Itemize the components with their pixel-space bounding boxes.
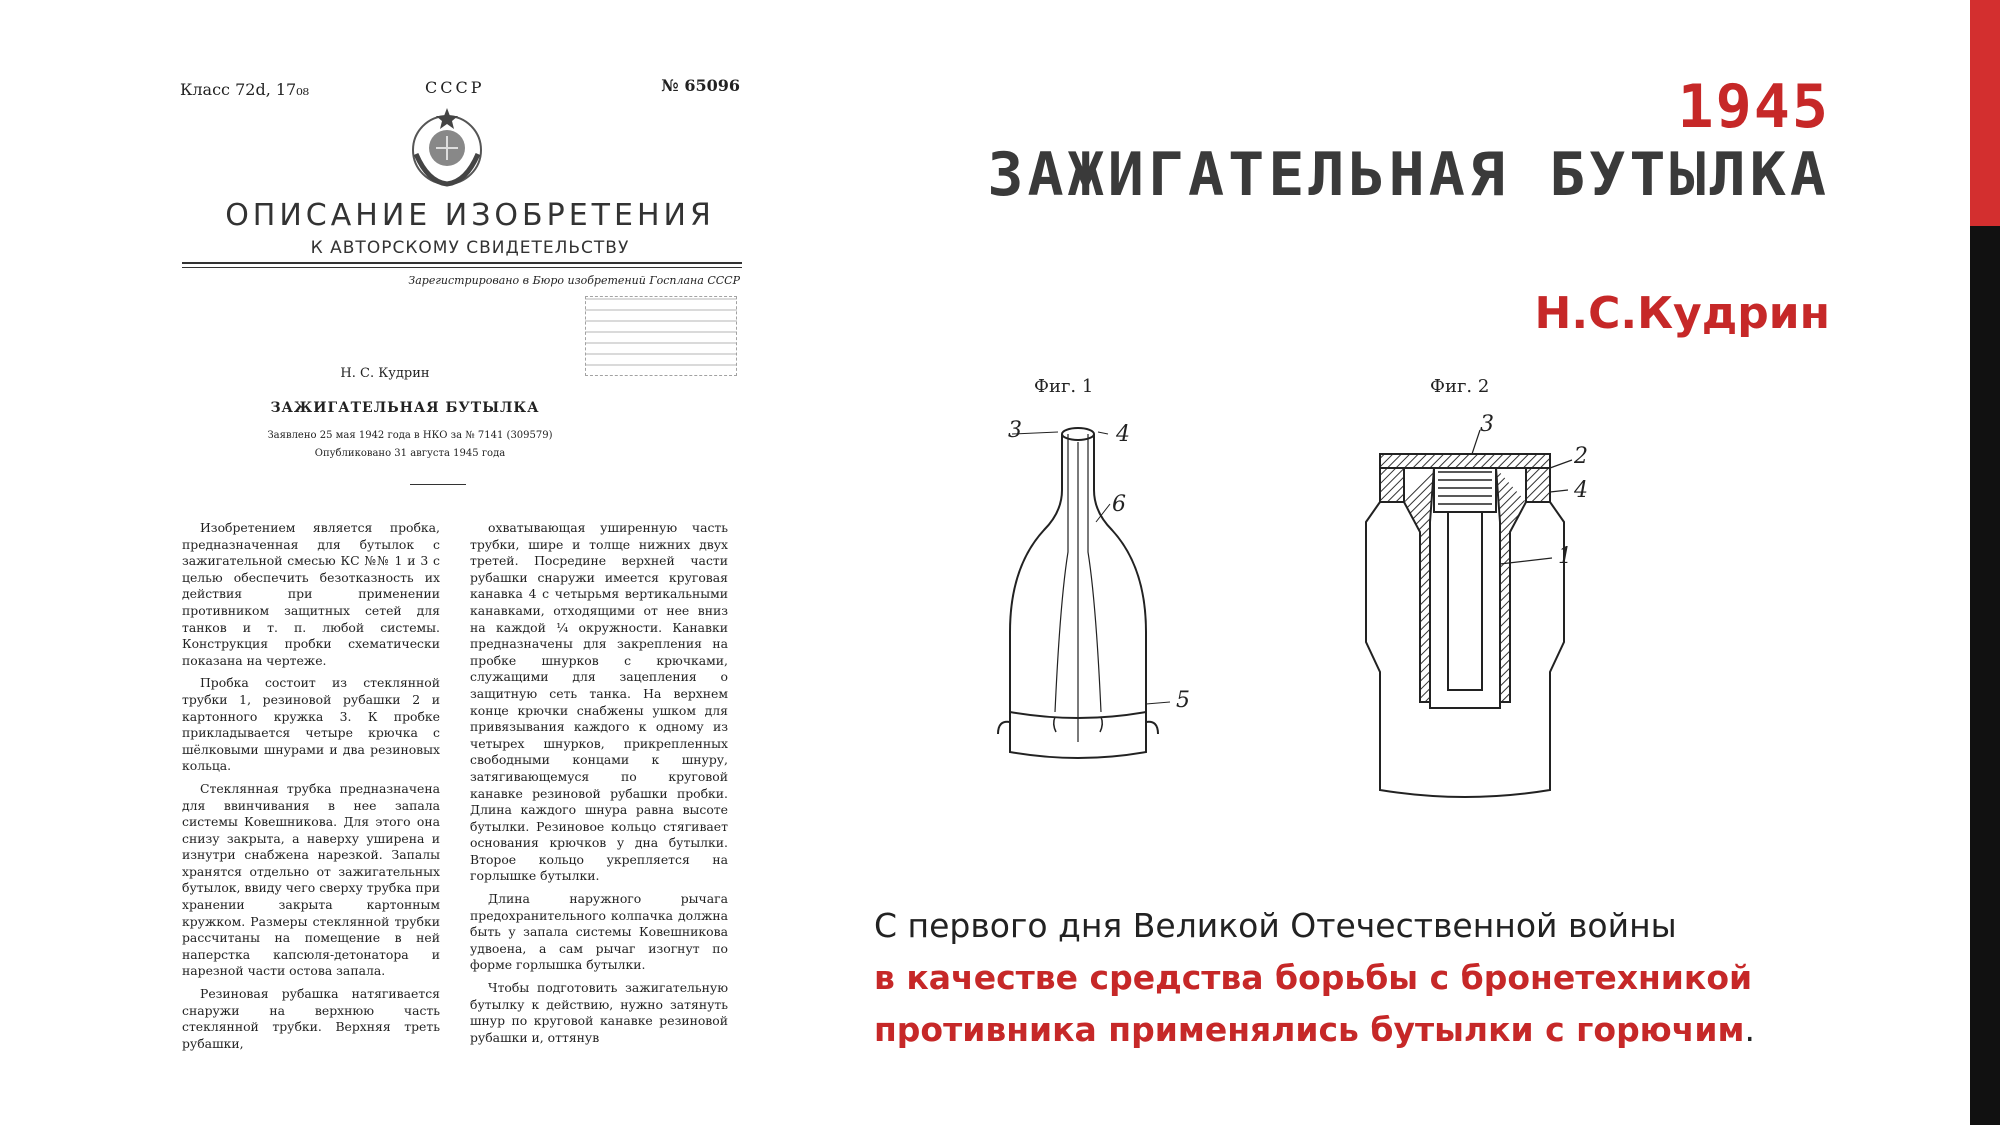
- patent-paragraph: Пробка состоит из стеклянной трубки 1, резиновой рубашки 2 и картонного кружка 3. К пробке прикладывается четыре крючка с шёлковыми шнурами и два резиновых кольца.: [182, 675, 440, 774]
- figure-1-callout: 3: [1008, 418, 1022, 443]
- figure-1-callout: 6: [1112, 492, 1126, 517]
- year-heading: 1945: [1677, 72, 1830, 142]
- figure-2: [1330, 372, 1610, 802]
- patent-paragraph: Резиновая рубашка натягивается снаружи на верхнюю часть стеклянной трубки. Верхняя треть рубашки,: [182, 986, 440, 1051]
- figure-1-callout: 5: [1176, 688, 1190, 713]
- accent-bar-red: [1970, 0, 2000, 226]
- patent-paragraph: Длина наружного рычага предохранительного колпачка должна быть у запала системы Ковешникова удвоена, а сам рычаг изогнут по форме горлышка бутылки.: [470, 891, 728, 973]
- patent-number: № 65096: [661, 76, 740, 95]
- figure-1-callout: 4: [1116, 422, 1130, 447]
- patent-country: СССР: [425, 78, 485, 97]
- figure-2-label: Фиг. 2: [1430, 376, 1490, 397]
- stopper-drawing: [1330, 372, 1610, 802]
- patent-registered: Зарегистрировано в Бюро изобретений Госплана СССР: [408, 274, 740, 287]
- patent-paragraph: Изобретением является пробка, предназначенная для бутылок с зажигательной смесью КС №№ 1 и 3 с целью обеспечить безотказность их действия при применении противником защитных сетей для танков и т. п. любой системы. Конструкция пробки схематически показана на чертеже.: [182, 520, 440, 668]
- patent-class: Класс 72d, 17₀₈: [180, 80, 310, 99]
- patent-published-date: Опубликовано 31 августа 1945 года: [314, 448, 506, 459]
- patent-heading: ОПИСАНИЕ ИЗОБРЕТЕНИЯ: [225, 198, 715, 233]
- bottle-drawing: [960, 372, 1220, 792]
- slide-title: ЗАЖИГАТЕЛЬНАЯ БУТЫЛКА: [987, 140, 1830, 210]
- figure-2-callout: 2: [1574, 444, 1588, 469]
- patent-text-column-left: [182, 520, 440, 1080]
- caption-text: [874, 900, 1924, 1056]
- patent-stamp: [585, 296, 737, 376]
- figure-2-callout: 4: [1574, 478, 1588, 503]
- patent-paragraph: Стеклянная трубка предназначена для ввинчивания в нее запала системы Ковешникова. Для этого она снизу закрыта, а наверху уширена и изнутри снабжена нарезкой. Запалы хранятся отдельно от зажигательных бутылок, ввиду чего сверху трубка при хранении закрыта картонным кружком. Размеры стеклянной трубки рассчитаны на помещение в ней наперстка капсюля-детонатора и нарезной части остова запала.: [182, 780, 440, 979]
- figure-1: [960, 372, 1220, 792]
- patent-rule: [410, 484, 466, 485]
- figure-1-label: Фиг. 1: [1034, 376, 1094, 397]
- patent-rule: [182, 267, 742, 268]
- patent-document: [170, 70, 760, 1051]
- caption-period: .: [1744, 1010, 1756, 1049]
- patent-text-column-right: [470, 520, 728, 1060]
- figure-2-callout: 3: [1480, 412, 1494, 437]
- patent-rule: [182, 262, 742, 264]
- ussr-coat-of-arms-icon: [408, 104, 486, 192]
- caption-line-1: С первого дня Великой Отечественной войны: [874, 906, 1677, 945]
- author-name: Н.С.Кудрин: [1534, 288, 1830, 339]
- accent-bar-black: [1970, 226, 2000, 1125]
- figure-2-callout: 1: [1558, 544, 1572, 569]
- patent-filed-date: Заявлено 25 мая 1942 года в НКО за № 7141 (309579): [267, 430, 553, 441]
- patent-author: Н. С. Кудрин: [340, 366, 430, 381]
- caption-line-2: в качестве средства борьбы с бронетехникой: [874, 958, 1753, 997]
- patent-invention-title: ЗАЖИГАТЕЛЬНАЯ БУТЫЛКА: [270, 400, 540, 416]
- patent-paragraph: охватывающая уширенную часть трубки, шире и толще нижних двух третей. Посредине верхней части рубашки снаружи имеется круговая канавка 4 с четырьмя вертикальными канавками, отходящими от нее вниз на каждой ¼ окружности. Канавки предназначены для закрепления на пробке шнурков с крючками, служащими для зацепления о защитную сеть танка. На верхнем конце крючки снабжены ушком для привязывания каждого к одному из четырех шнурков, прикрепленных свободными концами к шнуру, затягивающемуся по круговой канавке резиновой рубашки пробки. Длина каждого шнура равна высоте бутылки. Резиновое кольцо стягивает основания крючков у дна бутылки. Второе кольцо укрепляется на горлышке бутылки.: [470, 520, 728, 884]
- patent-subheading: К АВТОРСКОМУ СВИДЕТЕЛЬСТВУ: [310, 238, 630, 258]
- patent-paragraph: Чтобы подготовить зажигательную бутылку к действию, нужно затянуть шнур по круговой канавке резиновой рубашки и, оттянув: [470, 980, 728, 1045]
- caption-line-3: противника применялись бутылки с горючим: [874, 1010, 1745, 1049]
